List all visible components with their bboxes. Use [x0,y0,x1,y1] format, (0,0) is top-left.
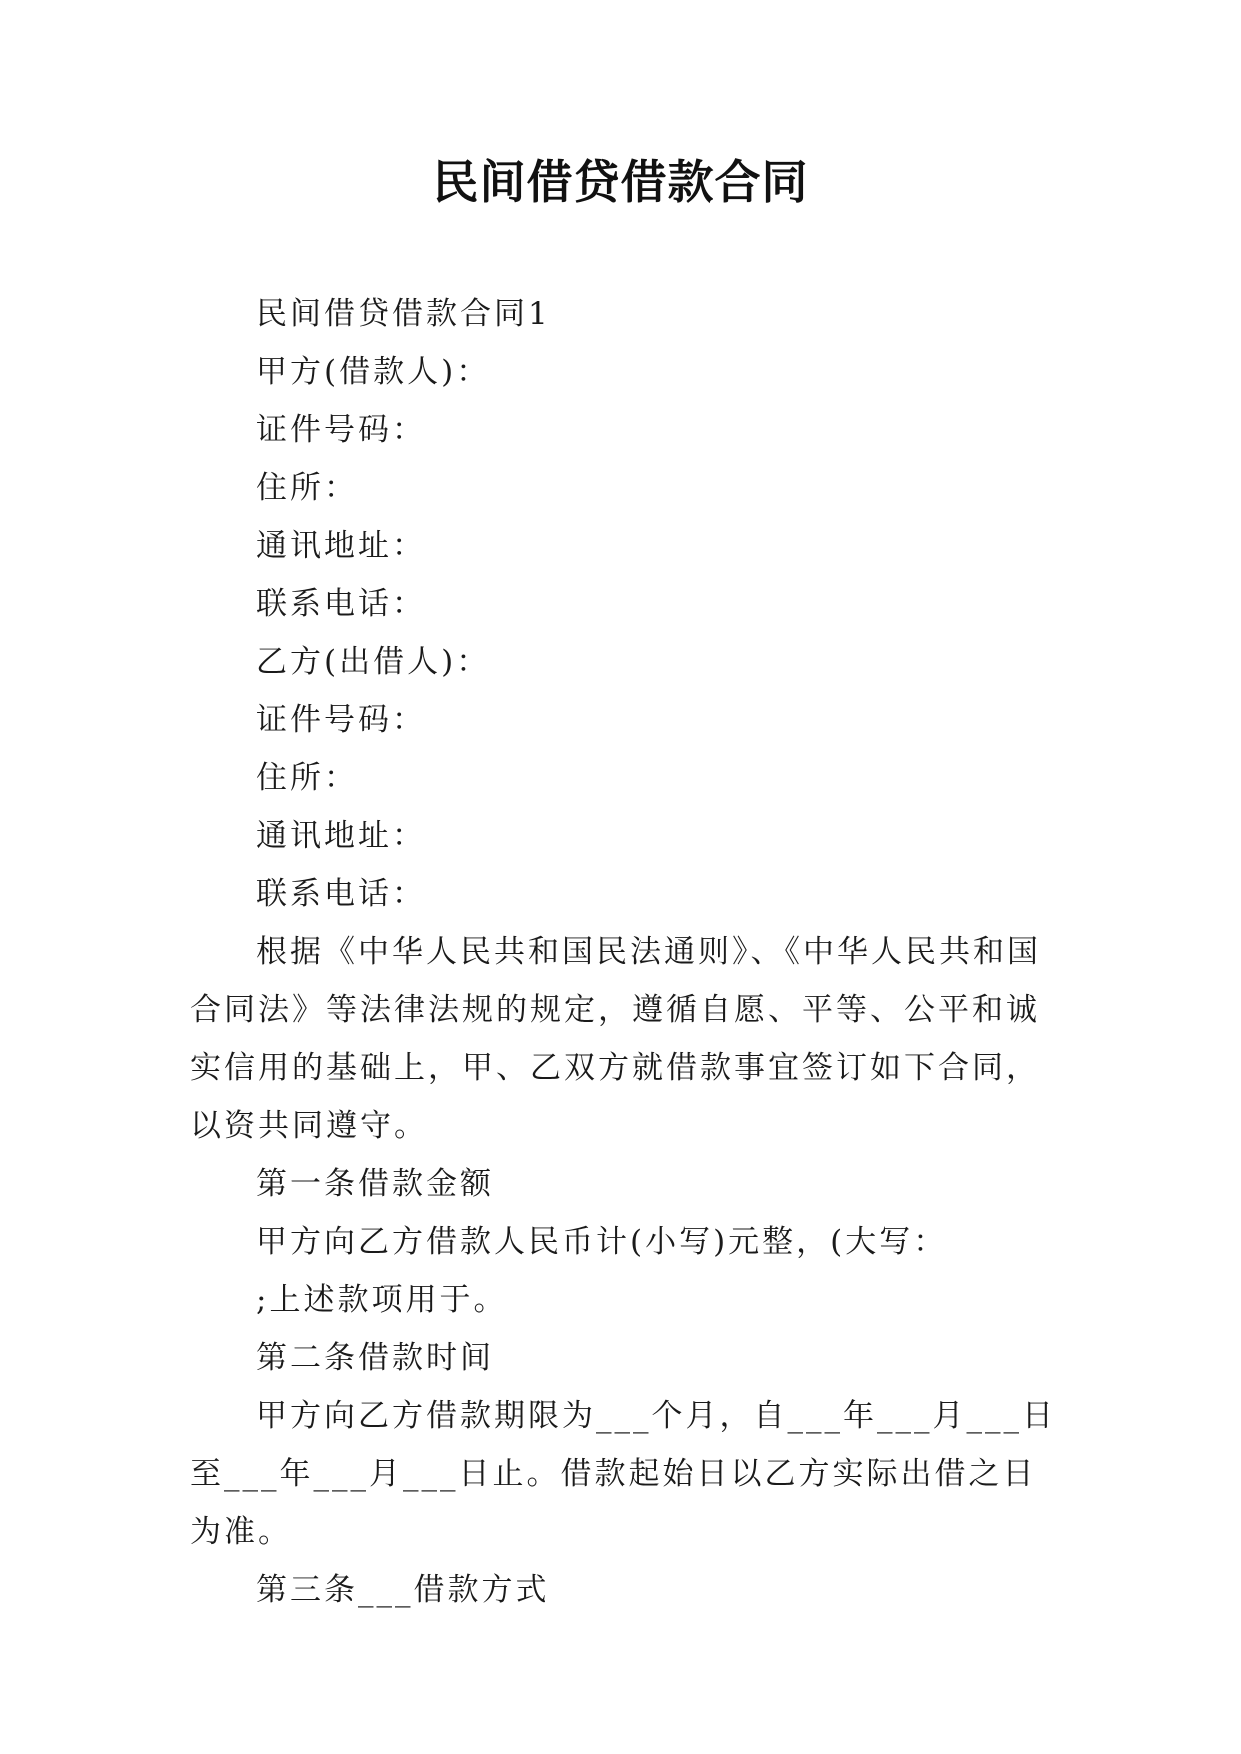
article-3-heading: 第三条___借款方式 [256,1572,550,1608]
party-b-phone: 联系电话： [256,876,426,912]
article-2-heading: 第二条借款时间 [256,1340,494,1376]
article-1-heading: 第一条借款金额 [256,1166,494,1202]
party-b-id-number: 证件号码： [256,702,426,738]
preamble-paragraph: 根据《中华人民共和国民法通则》、《中华人民共和国合同法》等法律法规的规定，遵循自愿、平等、公平和诚实信用的基础上，甲、乙双方就借款事宜签订如下合同，以资共同遵守。 [190,934,1041,1144]
document-title: 民间借贷借款合同 [432,155,809,209]
party-b-label: 乙方(出借人)： [256,644,491,680]
document-body [190,285,1060,1619]
party-a-residence: 住所： [256,470,358,506]
party-a-mailing-address: 通讯地址： [256,528,426,564]
article-1-amount: 甲方向乙方借款人民币计(小写)元整，(大写： [256,1224,948,1260]
contract-heading: 民间借贷借款合同1 [256,296,551,332]
party-a-id-number: 证件号码： [256,412,426,448]
party-b-mailing-address: 通讯地址： [256,818,426,854]
article-2-term: 甲方向乙方借款期限为___个月，自___年___月___日至___年___月___日止。借款起始日以乙方实际出借之日为准。 [190,1398,1056,1550]
party-b-residence: 住所： [256,760,358,796]
party-a-phone: 联系电话： [256,586,426,622]
party-a-label: 甲方(借款人)： [256,354,491,390]
article-1-purpose: ;上述款项用于。 [256,1282,508,1318]
